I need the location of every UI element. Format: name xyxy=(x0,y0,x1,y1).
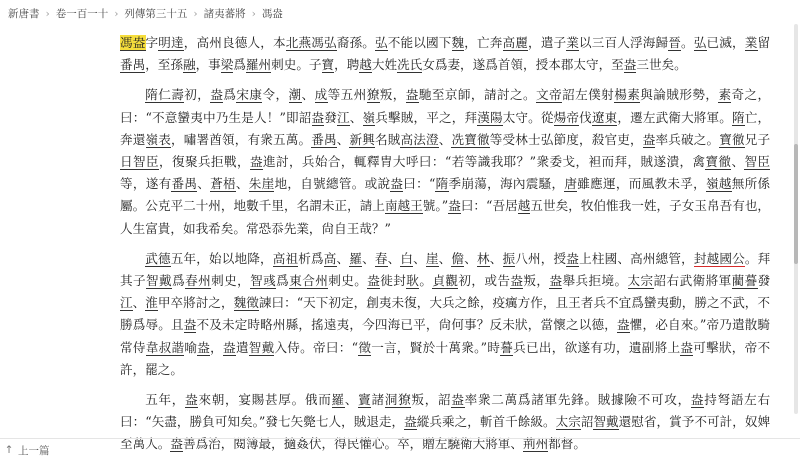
person-name[interactable]: 盎 xyxy=(448,198,461,214)
person-name[interactable]: 業 xyxy=(744,35,758,50)
era-name[interactable]: 貞觀 xyxy=(432,273,459,289)
person-name[interactable]: 盎 xyxy=(616,317,630,333)
place-name[interactable]: 朱崖 xyxy=(248,176,275,192)
person-name[interactable]: 高法澄 xyxy=(400,131,439,147)
group-name[interactable]: 洞獠 xyxy=(384,392,412,408)
person-name[interactable]: 楊素 xyxy=(614,87,641,103)
person-name[interactable]: 高祖 xyxy=(272,250,299,266)
person-name[interactable]: 盎 xyxy=(222,339,236,355)
person-name[interactable]: 盎 xyxy=(183,317,197,333)
place-name[interactable]: 北燕 xyxy=(285,35,312,50)
person-name[interactable]: 盎 xyxy=(510,273,524,289)
dynasty-name[interactable]: 唐 xyxy=(564,176,578,192)
arrow-up-icon[interactable]: ↑ xyxy=(4,444,14,456)
era-name[interactable]: 隋仁壽 xyxy=(145,87,185,103)
person-name[interactable]: 業 xyxy=(566,35,579,50)
place-name[interactable]: 魏 xyxy=(451,35,465,50)
paragraph-2: 隋仁壽初，盎爲宋康令，潮、成等五州獠叛，盎馳至京師，請討之。文帝詔左僕射楊素與論賊形勢，素奇之，曰：“不意蠻夷中乃生是人！”即詔盎發江、嶺兵擊賊，平之，拜漢陽太守。從煬帝伐遼東，遷左武衛大將軍。隋亡，奔還嶺表，嘯署酋領，有衆五萬。番禺、新興名賊高法澄、冼寶徹等受林士弘節度，殺官吏，盎率兵破之。寶徹兄子日智臣，復聚兵拒戰，盎進討，兵始合，輒釋胄大呼曰：“若等識我耶？”衆委戈，袒而拜，賊遂潰，禽寶徹、智臣等，遂有番禺、蒼梧、朱崖地，自號總管。或說盎曰：“隋季崩蕩，海內震騷，唐雖應運，而風教未孚，嶺越無所係屬。公克平二十州，地數千里，名謂未正，請上南越王號。”盎曰：“吾居越五世矣，牧伯惟我一姓，子女玉帛吾有也，人生富貴，如我希矣。常恐忝先業，尙自王哉？” xyxy=(120,87,771,236)
breadcrumb-item-chapter[interactable]: 諸夷蕃將 xyxy=(203,8,246,20)
place-name[interactable]: 江 xyxy=(120,295,133,311)
person-name[interactable]: 煬帝 xyxy=(553,109,580,125)
place-name[interactable]: 嶺表 xyxy=(145,131,171,147)
person-name[interactable]: 盎 xyxy=(249,154,263,170)
person-name[interactable]: 素 xyxy=(718,87,732,103)
person-name[interactable]: 馮 xyxy=(311,35,324,50)
person-name[interactable]: 太宗 xyxy=(627,273,654,289)
person-name[interactable]: 冼寶徹 xyxy=(451,131,490,147)
place-name[interactable]: 越 xyxy=(359,57,372,73)
place-name[interactable]: 振 xyxy=(502,250,516,266)
breadcrumb-separator: › xyxy=(114,7,119,20)
place-name[interactable]: 新興 xyxy=(349,131,375,147)
place-name[interactable]: 羅 xyxy=(349,250,363,266)
person-name[interactable]: 智戴 xyxy=(248,339,275,355)
breadcrumb-separator: › xyxy=(251,7,256,20)
place-name[interactable]: 高 xyxy=(323,250,337,266)
person-name[interactable]: 智戴 xyxy=(146,273,173,289)
person-name[interactable]: 盎 xyxy=(451,392,465,408)
dynasty-name[interactable]: 隋 xyxy=(732,109,745,125)
person-name[interactable]: 魏徵 xyxy=(233,295,259,311)
footer-navigation xyxy=(0,438,800,461)
place-name[interactable]: 晉 xyxy=(668,35,681,50)
place-name[interactable]: 番禺 xyxy=(311,131,337,147)
breadcrumb-item-current: 馮盎 xyxy=(261,8,283,20)
person-name[interactable]: 明達 xyxy=(158,35,184,50)
paragraph-4: 五年，盎來朝，宴賜甚厚。俄而羅、竇諸洞獠叛，詔盎率衆二萬爲諸軍先鋒。賊據險不可攻，盎持弩語左右曰：“矢盡，勝負可知矣。”發七矢斃七人，賊退走，盎縱兵乘之，斬首千餘級。太宗詔智戴還慰省，賞予不可計，奴婢至萬人。盎善爲治，閱簿最，擿姦伏，得民懽心。卒，贈左驍衛大將軍、荊州都督。 xyxy=(120,392,771,452)
person-name[interactable]: 盎 xyxy=(404,414,417,430)
breadcrumb-item-book[interactable]: 新唐書 xyxy=(8,8,40,20)
person-name[interactable]: 盎 xyxy=(185,392,199,408)
paragraph-1: 馮盎字明達，高州良德人，本北燕馮弘裔孫。弘不能以國下魏，亡奔高麗，遣子業以三百人浮海歸晉。弘已滅，業留番禺，至孫融，事梁爲羅州刺史。子寶，聘越大姓冼氏女爲妻，遂爲首領，授本郡太守，至盎三世矣。 xyxy=(120,35,771,73)
place-name[interactable]: 羅州 xyxy=(245,57,272,73)
person-name[interactable]: 盎 xyxy=(405,87,419,103)
place-name[interactable]: 羅 xyxy=(331,392,345,408)
person-name[interactable]: 弘 xyxy=(375,35,388,50)
highlighted-person-name[interactable]: 馮盎 xyxy=(120,35,146,50)
scrollbar-thumb[interactable] xyxy=(794,144,798,264)
person-name[interactable]: 弘 xyxy=(693,35,707,50)
place-name[interactable]: 白 xyxy=(400,250,414,266)
place-name[interactable]: 漢陽 xyxy=(477,109,503,125)
place-name[interactable]: 蒼梧 xyxy=(210,176,236,192)
era-name[interactable]: 武德 xyxy=(145,250,171,266)
person-name[interactable]: 盎 xyxy=(197,339,211,355)
place-name[interactable]: 春 xyxy=(374,250,388,266)
person-name[interactable]: 盎 xyxy=(566,250,580,266)
breadcrumb-separator: › xyxy=(193,7,198,20)
place-name[interactable]: 番禺 xyxy=(120,57,146,73)
place-name[interactable]: 竇 xyxy=(358,392,372,408)
place-name[interactable]: 成 xyxy=(314,87,328,103)
title-name[interactable]: 南越王 xyxy=(384,198,423,214)
place-name[interactable]: 遼東 xyxy=(591,109,618,125)
place-name[interactable]: 嶺越 xyxy=(705,176,732,192)
person-name[interactable]: 融 xyxy=(182,57,196,73)
place-name[interactable]: 宋康 xyxy=(236,87,263,103)
place-name[interactable]: 越 xyxy=(517,198,531,214)
paragraph-3: 武德五年，始以地降，高祖析爲高、羅、春、白、崖、儋、林、振八州，授盎上柱國、高州總管，封越國公。拜其子智戴爲春州刺史，智彧爲東合州刺史。盎徙封耿。貞觀初，或告盎叛，盎舉兵拒境。太宗詔右武衛將軍藺謩發江、淮甲卒將討之，魏徵諫曰：“天下初定，創夷未復，大兵之餘，疫癘方作，且王者兵不宜爲蠻夷動，勝之不武，不勝爲辱。且盎不及未定時略州縣，搖遠夷，今四海已平，尙何事？反未狀，當懷之以德，盎懼，必自來。”帝乃遣散騎常侍韋叔諧喻盎，盎遣智戴入侍。帝曰：“徵一言，賢於十萬衆。”時謩兵已出，欲遂有功，遺副將上盎可擊狀，帝不許，罷之。 xyxy=(120,250,771,377)
breadcrumb-separator: › xyxy=(45,7,50,20)
person-name[interactable]: 冼氏 xyxy=(397,57,423,73)
person-name[interactable]: 寶 xyxy=(321,57,335,73)
place-name[interactable]: 耿 xyxy=(406,273,420,289)
place-name[interactable]: 嶺 xyxy=(362,109,376,125)
place-name[interactable]: 梁 xyxy=(220,57,234,73)
previous-chapter-link[interactable]: 上一篇 xyxy=(18,444,50,457)
place-name[interactable]: 林 xyxy=(476,250,490,266)
breadcrumb xyxy=(8,6,283,21)
place-name[interactable]: 江 xyxy=(337,109,350,125)
breadcrumb-item-volume[interactable]: 卷一百一十 xyxy=(55,8,109,20)
place-name[interactable]: 番禺 xyxy=(171,176,198,192)
place-name[interactable]: 崖 xyxy=(425,250,439,266)
person-name[interactable]: 韋叔諧 xyxy=(145,339,185,355)
person-name[interactable]: 盎 xyxy=(311,109,325,125)
article-body xyxy=(120,32,770,464)
person-name[interactable]: 盎 xyxy=(170,436,183,452)
group-name[interactable]: 獠 xyxy=(366,87,380,103)
person-name[interactable]: 智臣 xyxy=(744,154,771,170)
person-name[interactable]: 盎 xyxy=(623,57,637,73)
person-name[interactable]: 盎 xyxy=(367,273,381,289)
person-name[interactable]: 盎 xyxy=(690,392,705,408)
person-name[interactable]: 太宗 xyxy=(555,414,581,430)
place-name[interactable]: 荊州 xyxy=(523,436,549,452)
person-name[interactable]: 徵 xyxy=(358,339,372,355)
person-name[interactable]: 日智臣 xyxy=(120,154,159,170)
person-name[interactable]: 盎 xyxy=(210,87,224,103)
person-name[interactable]: 盎 xyxy=(390,176,404,192)
dynasty-name[interactable]: 隋 xyxy=(435,176,449,192)
breadcrumb-item-section[interactable]: 列傳第三十五 xyxy=(124,8,188,20)
person-name[interactable]: 文帝 xyxy=(536,87,563,103)
person-name[interactable]: 寶徹 xyxy=(719,131,745,147)
place-name[interactable]: 東合州 xyxy=(289,273,329,289)
person-name[interactable]: 盎 xyxy=(549,273,563,289)
person-name[interactable]: 智戴 xyxy=(593,414,619,430)
place-name[interactable]: 春州 xyxy=(185,273,212,289)
place-name[interactable]: 潮 xyxy=(288,87,302,103)
person-name[interactable]: 智彧 xyxy=(250,273,277,289)
person-name[interactable]: 盎 xyxy=(642,131,656,147)
person-name[interactable]: 藺謩 xyxy=(731,273,758,289)
title-name-red-underlined[interactable]: 封越國公 xyxy=(693,250,745,266)
person-name[interactable]: 謩 xyxy=(500,339,514,355)
person-name[interactable]: 寶徹 xyxy=(705,154,732,170)
person-name[interactable]: 盎 xyxy=(680,339,694,355)
place-name[interactable]: 高麗 xyxy=(502,35,528,50)
person-name[interactable]: 弘 xyxy=(324,35,337,50)
place-name[interactable]: 儋 xyxy=(451,250,465,266)
place-name[interactable]: 淮 xyxy=(145,295,158,311)
vertical-scrollbar[interactable] xyxy=(794,24,798,414)
